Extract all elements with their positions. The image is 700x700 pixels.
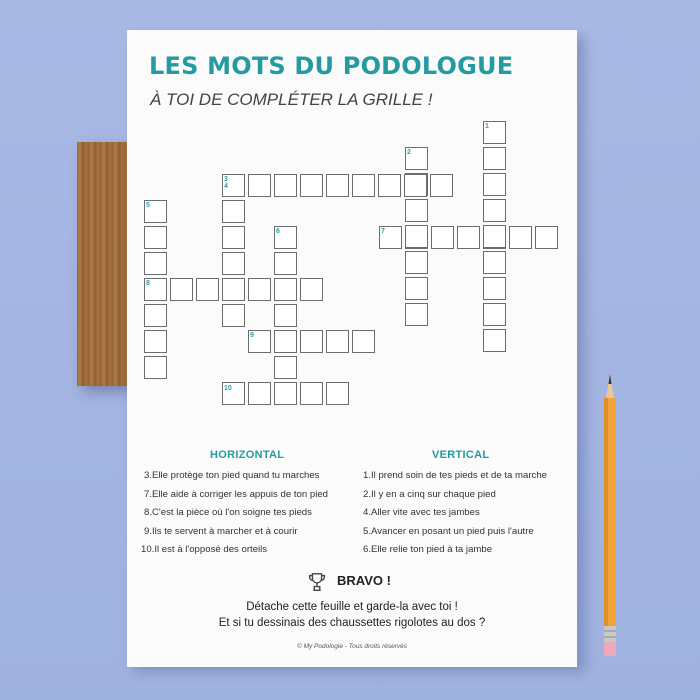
footer-message-line1: Détache cette feuille et garde-la avec toi !	[246, 601, 458, 613]
clue-number: 8	[146, 280, 150, 287]
footer-message-line2: Et si tu dessinais des chaussettes rigolotes au dos ?	[218, 617, 486, 629]
grid-cell	[352, 174, 375, 197]
grid-cell	[274, 252, 297, 275]
grid-cell	[144, 330, 167, 353]
horizontal-clue: 9.Ils te servent à marcher et à courir	[144, 526, 298, 537]
clue-number: 3	[224, 176, 228, 183]
clue-number: 2	[407, 149, 411, 156]
horizontal-clue: 3.Elle protège ton pied quand tu marches	[144, 470, 320, 481]
clue-number: 6	[276, 228, 280, 235]
grid-cell	[248, 174, 271, 197]
grid-cell	[483, 147, 506, 170]
pencil	[598, 372, 622, 672]
grid-cell	[483, 173, 506, 196]
grid-cell	[144, 226, 167, 249]
vertical-clue: 1.Il prend soin de tes pieds et de ta marche	[363, 470, 547, 481]
grid-cell	[326, 382, 349, 405]
horizontal-heading: HORIZONTAL	[210, 449, 285, 461]
grid-cell	[222, 200, 245, 223]
grid-cell	[274, 330, 297, 353]
grid-cell	[170, 278, 193, 301]
grid-cell	[483, 329, 506, 352]
grid-cell	[274, 382, 297, 405]
grid-cell	[405, 199, 428, 222]
grid-cell	[509, 226, 532, 249]
grid-cell	[300, 278, 323, 301]
clue-number: 1	[485, 123, 489, 130]
grid-cell	[300, 174, 323, 197]
grid-cell	[222, 226, 245, 249]
grid-cell	[274, 278, 297, 301]
vertical-clue: 5.Avancer en posant un pied puis l'autre	[363, 526, 534, 537]
vertical-clue: 6.Elle relie ton pied à ta jambe	[363, 544, 493, 555]
crossword-grid	[127, 30, 577, 450]
worksheet-paper	[127, 30, 577, 667]
wooden-block	[77, 142, 129, 386]
clue-number: 10	[224, 385, 232, 392]
grid-cell	[144, 304, 167, 327]
trophy-icon	[306, 571, 328, 593]
vertical-heading: VERTICAL	[432, 449, 490, 461]
bravo-label: BRAVO !	[337, 573, 391, 588]
grid-cell	[352, 330, 375, 353]
grid-cell	[430, 174, 453, 197]
clue-number: 4	[224, 183, 228, 190]
grid-cell	[404, 174, 427, 197]
grid-cell	[457, 226, 480, 249]
vertical-clue: 4.Aller vite avec tes jambes	[363, 507, 480, 518]
horizontal-clue: 10.Il est à l'opposé des orteils	[141, 544, 268, 555]
grid-cell	[405, 251, 428, 274]
grid-cell	[274, 304, 297, 327]
grid-cell	[483, 251, 506, 274]
grid-cell	[535, 226, 558, 249]
grid-cell	[378, 174, 401, 197]
page-subtitle: À TOI DE COMPLÉTER LA GRILLE !	[150, 90, 433, 109]
grid-cell	[483, 199, 506, 222]
copyright: © My Podologie - Tous droits réservés	[296, 643, 408, 650]
grid-cell	[405, 225, 428, 248]
grid-cell	[144, 252, 167, 275]
grid-cell	[144, 356, 167, 379]
grid-cell	[300, 382, 323, 405]
grid-cell	[222, 252, 245, 275]
vertical-clue: 2.Il y en a cinq sur chaque pied	[363, 489, 496, 500]
grid-cell	[222, 278, 245, 301]
grid-cell	[326, 174, 349, 197]
grid-cell	[483, 303, 506, 326]
grid-cell	[431, 226, 454, 249]
horizontal-clue: 7.Elle aide à corriger les appuis de ton pied	[144, 489, 328, 500]
grid-cell	[405, 277, 428, 300]
grid-cell	[326, 330, 349, 353]
grid-cell	[483, 277, 506, 300]
clue-number: 9	[250, 332, 254, 339]
page-title: LES MOTS DU PODOLOGUE	[149, 52, 514, 80]
grid-cell	[274, 356, 297, 379]
clue-number: 5	[146, 202, 150, 209]
grid-cell	[274, 174, 297, 197]
grid-cell	[196, 278, 219, 301]
grid-cell	[248, 382, 271, 405]
grid-cell	[405, 303, 428, 326]
grid-cell	[222, 304, 245, 327]
clue-number: 7	[381, 228, 385, 235]
horizontal-clue: 8.C'est la pièce où l'on soigne tes pieds	[144, 507, 312, 518]
grid-cell	[300, 330, 323, 353]
grid-cell	[483, 225, 506, 248]
grid-cell	[248, 278, 271, 301]
